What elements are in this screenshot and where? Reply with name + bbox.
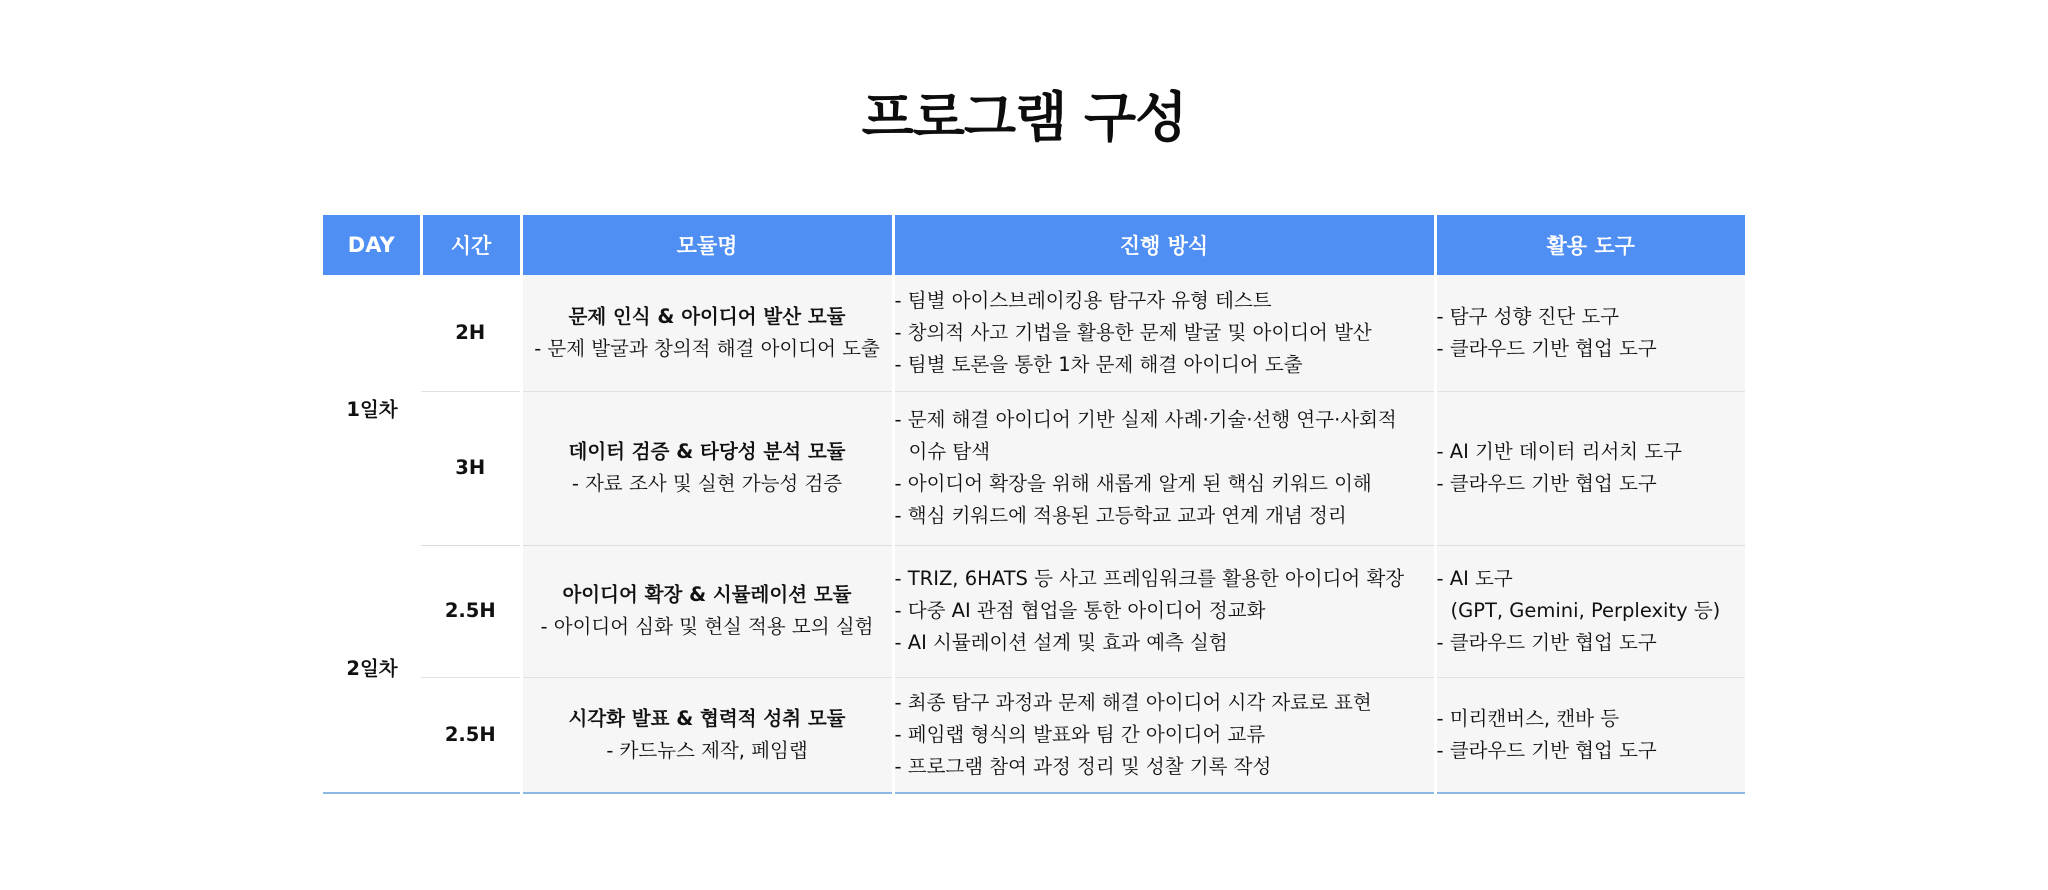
tool-line: - AI 도구	[1436, 567, 1513, 590]
table-row	[323, 391, 1745, 545]
method-line: - TRIZ, 6HATS 등 사고 프레임워크를 활용한 아이디어 확장	[894, 567, 1405, 590]
time-cell: 3H	[421, 391, 521, 545]
tool-line: - 클라우드 기반 협업 도구	[1436, 472, 1657, 495]
tool-line: - 미리캔버스, 캔바 등	[1436, 706, 1620, 730]
method-line: - 핵심 키워드에 적용된 고등학교 교과 연계 개념 정리	[894, 504, 1347, 527]
header-module: 모듈명	[521, 215, 893, 275]
method-line: - 프로그램 참여 과정 정리 및 성찰 기록 작성	[894, 754, 1272, 778]
module-cell	[521, 545, 893, 677]
method-cell	[893, 677, 1435, 793]
method-line: - 페임랩 형식의 발표와 팀 간 아이디어 교류	[894, 722, 1266, 746]
tool-line: - 클라우드 기반 협업 도구	[1436, 738, 1657, 762]
method-line: - AI 시뮬레이션 설계 및 효과 예측 실험	[894, 631, 1228, 654]
module-desc: - 아이디어 심화 및 현실 적용 모의 실험	[540, 615, 874, 638]
table-row	[323, 545, 1745, 677]
method-line: - 아이디어 확장을 위해 새롭게 알게 된 핵심 키워드 이해	[894, 472, 1372, 495]
time-cell: 2.5H	[421, 677, 521, 793]
module-name: 시각화 발표 & 협력적 성취 모듈	[568, 706, 846, 730]
method-line: - 문제 해결 아이디어 기반 실제 사례·기술·선행 연구·사회적	[894, 408, 1397, 431]
method-line: - 팀별 아이스브레이킹용 탐구자 유형 테스트	[894, 288, 1272, 312]
header-time: 시간	[421, 215, 521, 275]
day-cell: 2일차	[323, 545, 421, 793]
module-desc: - 카드뉴스 제작, 페임랩	[606, 738, 808, 762]
module-desc: - 문제 발굴과 창의적 해결 아이디어 도출	[534, 336, 880, 360]
method-line: - 창의적 사고 기법을 활용한 문제 발굴 및 아이디어 발산	[894, 320, 1372, 344]
tool-line: - 클라우드 기반 협업 도구	[1436, 631, 1657, 654]
tools-cell	[1435, 391, 1745, 545]
header-tools: 활용 도구	[1435, 215, 1745, 275]
method-line: - 팀별 토론을 통한 1차 문제 해결 아이디어 도출	[894, 352, 1303, 376]
module-cell	[521, 677, 893, 793]
time-cell: 2.5H	[421, 545, 521, 677]
tool-line: - 탐구 성향 진단 도구	[1436, 304, 1620, 328]
header-method: 진행 방식	[893, 215, 1435, 275]
program-table	[323, 215, 1745, 794]
method-line: - 최종 탐구 과정과 문제 해결 아이디어 시각 자료로 표현	[894, 690, 1372, 714]
method-line: - 다중 AI 관점 협업을 통한 아이디어 정교화	[894, 599, 1266, 622]
method-line: 이슈 탐색	[908, 440, 991, 463]
tool-line: - AI 기반 데이터 리서치 도구	[1436, 440, 1682, 463]
module-desc: - 자료 조사 및 실현 가능성 검증	[571, 472, 843, 495]
header-day: DAY	[323, 215, 421, 275]
tool-line: (GPT, Gemini, Perplexity 등)	[1450, 599, 1721, 622]
method-cell	[893, 391, 1435, 545]
tools-cell	[1435, 275, 1745, 391]
module-name: 데이터 검증 & 타당성 분석 모듈	[568, 440, 846, 463]
module-name: 아이디어 확장 & 시뮬레이션 모듈	[562, 583, 852, 606]
module-cell	[521, 391, 893, 545]
day-cell: 1일차	[323, 275, 421, 545]
tool-line: - 클라우드 기반 협업 도구	[1436, 336, 1657, 360]
page-title: 프로그램 구성	[861, 86, 1187, 149]
module-name: 문제 인식 & 아이디어 발산 모듈	[568, 304, 846, 328]
method-cell	[893, 275, 1435, 391]
table-row	[323, 275, 1745, 391]
module-cell	[521, 275, 893, 391]
method-cell	[893, 545, 1435, 677]
tools-cell	[1435, 677, 1745, 793]
table-row	[323, 677, 1745, 793]
table-header-row	[323, 215, 1745, 275]
time-cell: 2H	[421, 275, 521, 391]
tools-cell	[1435, 545, 1745, 677]
